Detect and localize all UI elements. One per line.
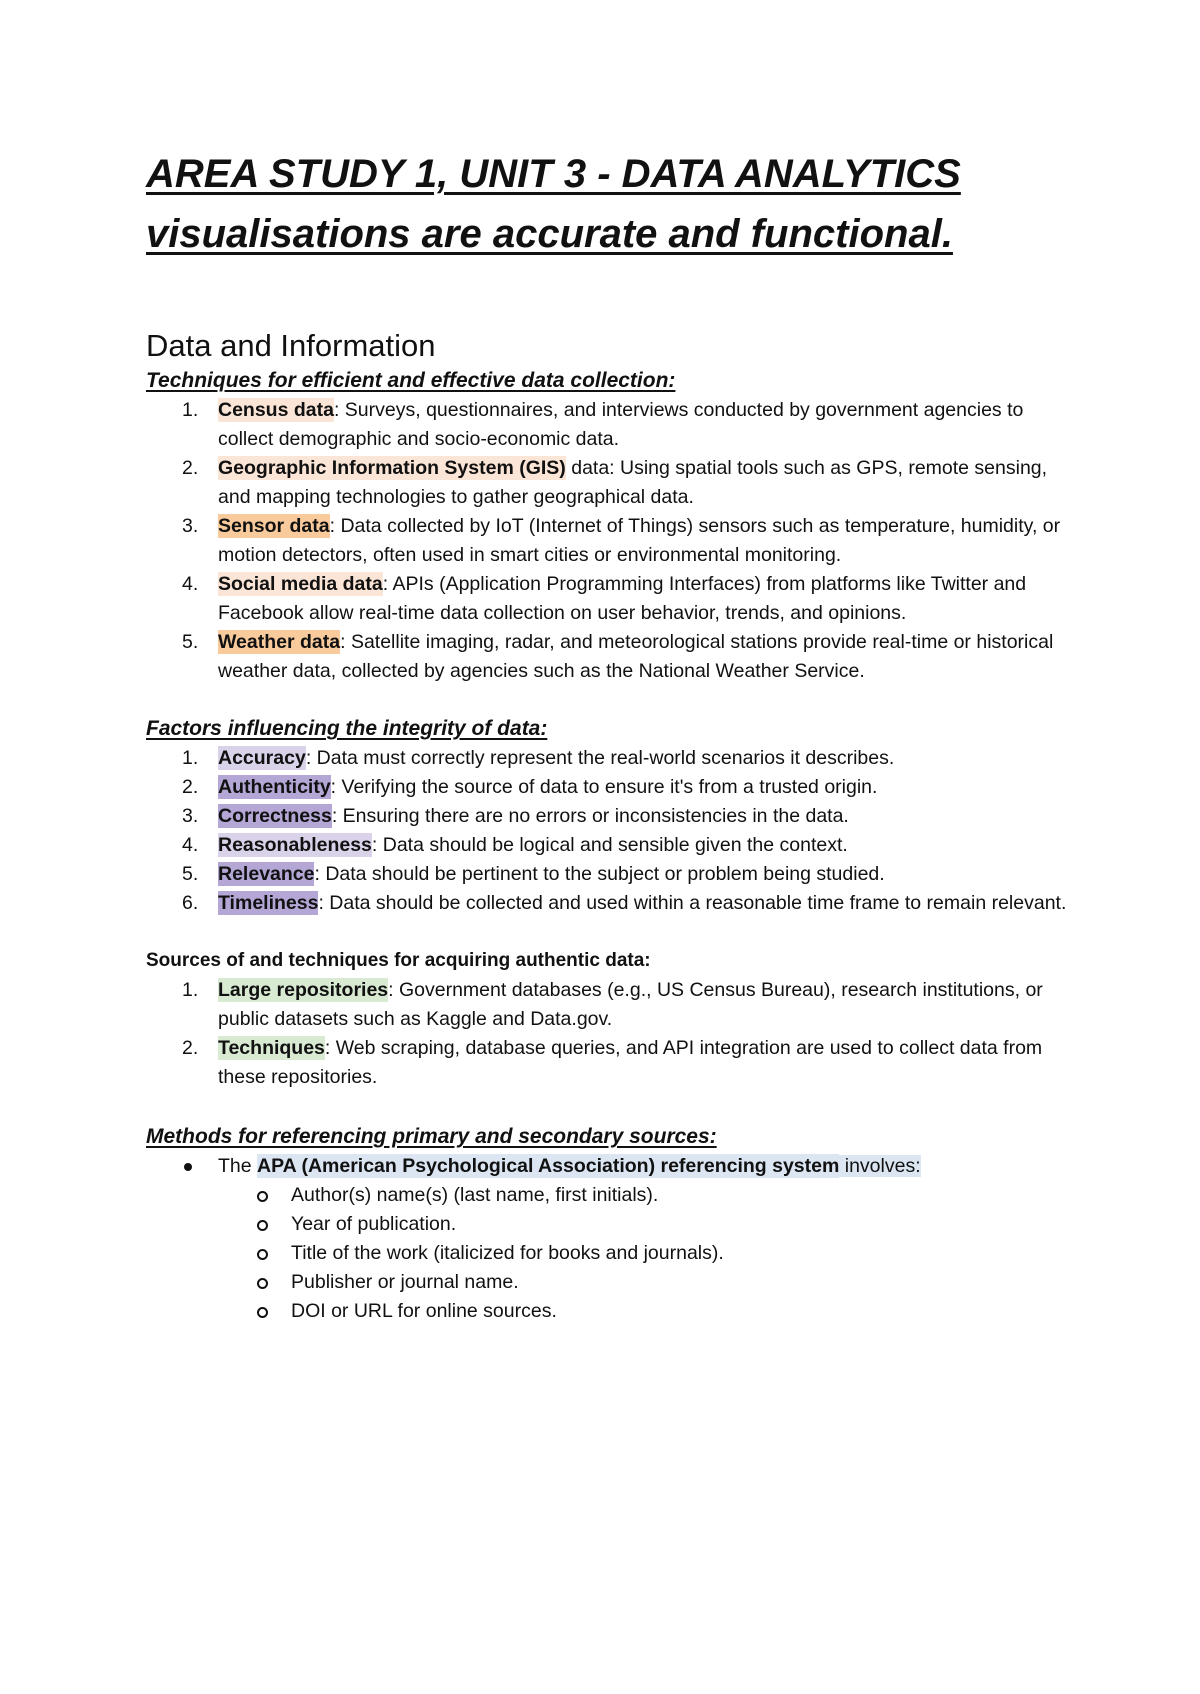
item-text: : Surveys, questionnaires, and interviews conducted by government agencies to collect demographic and socio-economic data. [218, 399, 1024, 450]
integrity-heading: Factors influencing the integrity of data: [146, 717, 548, 740]
list-item [146, 802, 1076, 831]
item-number: 2. [182, 1037, 199, 1059]
sub-list-item [146, 1181, 1076, 1210]
hollow-bullet-icon [257, 1220, 268, 1231]
hollow-bullet-icon [257, 1278, 268, 1289]
sub-item-text: Publisher or journal name. [291, 1271, 519, 1293]
item-number: 1. [182, 399, 199, 421]
item-text: data: Using spatial tools such as GPS, remote sensing, and mapping technologies to gather geographical data. [218, 457, 1048, 508]
item-text: : Data must correctly represent the real-world scenarios it describes. [305, 747, 895, 769]
item-term: Techniques [218, 1037, 325, 1059]
item-text: : Data collected by IoT (Internet of Things) sensors such as temperature, humidity, or motion detectors, often used in smart cities or environmental monitoring. [218, 515, 1061, 566]
sub-item-text: Title of the work (italicized for books and journals). [291, 1242, 724, 1264]
list-item [146, 1034, 1076, 1092]
item-text: : Satellite imaging, radar, and meteorological stations provide real-time or historical weather data, collected by agencies such as the National Weather Service. [218, 631, 1054, 682]
bullet-dot-icon [184, 1163, 192, 1171]
list-item [146, 831, 1076, 860]
bullet-prefix: The [218, 1155, 258, 1177]
item-term: Accuracy [218, 747, 306, 769]
sources-list [146, 976, 1076, 1092]
item-term: Census data [218, 399, 334, 421]
item-text: : Government databases (e.g., US Census Bureau), research institutions, or public datasets such as Kaggle and Data.gov. [218, 979, 1043, 1030]
list-item [146, 454, 1076, 512]
item-number: 5. [182, 631, 199, 653]
sub-list-item [146, 1210, 1076, 1239]
item-term: Correctness [218, 805, 332, 827]
item-term: Geographic Information System (GIS) [218, 457, 566, 479]
integrity-list [146, 744, 1076, 918]
title-line-2: visualisations are accurate and functional. [146, 212, 953, 256]
list-item [146, 744, 1076, 773]
list-item [146, 396, 1076, 454]
sources-heading: Sources of and techniques for acquiring authentic data: [146, 950, 651, 971]
item-number: 4. [182, 573, 199, 595]
item-term: Reasonableness [218, 834, 372, 856]
item-number: 2. [182, 776, 199, 798]
title-line-1: AREA STUDY 1, UNIT 3 - DATA ANALYTICS [146, 152, 961, 196]
item-text: : Verifying the source of data to ensure it's from a trusted origin. [330, 776, 878, 798]
item-term: Social media data [218, 573, 383, 595]
item-term: Large repositories [218, 979, 389, 1001]
list-item [146, 976, 1076, 1034]
list-item [146, 512, 1076, 570]
item-term: Relevance [218, 863, 315, 885]
bullet-term: APA (American Psychological Association) referencing system [257, 1155, 840, 1177]
item-text: : APIs (Application Programming Interfaces) from platforms like Twitter and Facebook allow real-time data collection on user behavior, trends, and opinions. [218, 573, 1027, 624]
sub-list-item [146, 1268, 1076, 1297]
item-number: 1. [182, 979, 199, 1001]
document-page [146, 144, 1076, 1326]
hollow-bullet-icon [257, 1307, 268, 1318]
sub-list-item [146, 1239, 1076, 1268]
item-term: Weather data [218, 631, 341, 653]
hollow-bullet-icon [257, 1249, 268, 1260]
sub-item-text: Author(s) name(s) (last name, first initials). [291, 1184, 659, 1206]
item-text: : Data should be logical and sensible given the context. [371, 834, 848, 856]
hollow-bullet-icon [257, 1191, 268, 1202]
item-number: 3. [182, 515, 199, 537]
item-number: 5. [182, 863, 199, 885]
list-item [146, 570, 1076, 628]
list-item [146, 1152, 1076, 1181]
sub-item-text: Year of publication. [291, 1213, 457, 1235]
item-number: 2. [182, 457, 199, 479]
collection-list [146, 396, 1076, 686]
item-text: : Ensuring there are no errors or inconsistencies in the data. [331, 805, 849, 827]
list-item [146, 773, 1076, 802]
item-text: : Data should be pertinent to the subject or problem being studied. [314, 863, 885, 885]
sub-list-item [146, 1297, 1076, 1326]
referencing-list [146, 1152, 1076, 1326]
item-text: : Web scraping, database queries, and API integration are used to collect data from these repositories. [218, 1037, 1043, 1088]
item-number: 1. [182, 747, 199, 769]
bullet-suffix: involves: [839, 1155, 921, 1177]
referencing-heading: Methods for referencing primary and secondary sources: [146, 1125, 717, 1148]
item-term: Authenticity [218, 776, 331, 798]
item-term: Sensor data [218, 515, 330, 537]
section-heading: Data and Information [146, 328, 436, 363]
list-item [146, 889, 1076, 918]
item-number: 6. [182, 892, 199, 914]
item-text: : Data should be collected and used within a reasonable time frame to remain relevant. [318, 892, 1067, 914]
list-item [146, 628, 1076, 686]
item-number: 3. [182, 805, 199, 827]
item-term: Timeliness [218, 892, 319, 914]
list-item [146, 860, 1076, 889]
item-number: 4. [182, 834, 199, 856]
sub-item-text: DOI or URL for online sources. [291, 1300, 557, 1322]
document-title [146, 144, 1076, 264]
collection-heading: Techniques for efficient and effective data collection: [146, 369, 676, 392]
